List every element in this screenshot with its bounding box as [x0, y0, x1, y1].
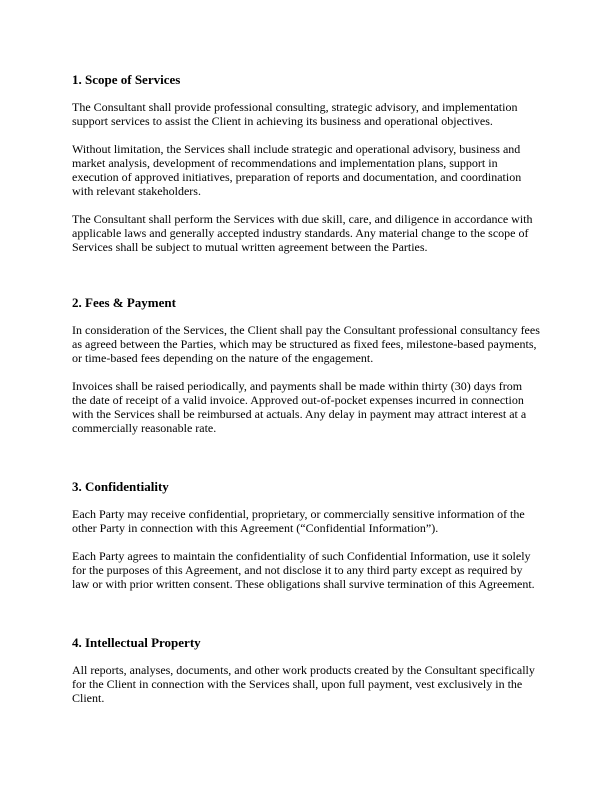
text-line: as agreed between the Parties, which may be structured as fixed fees, milestone-based payments, [72, 337, 537, 351]
paragraph [72, 323, 552, 365]
text-line: Client. [72, 691, 105, 705]
text-line: for the Client in connection with the Services shall, upon full payment, vest exclusively in the [72, 677, 523, 691]
section-scope-of-services [72, 72, 552, 268]
text-line: with the Services shall be reimbursed at actuals. Any delay in payment may attract interest at a [72, 407, 527, 421]
text-line: The Consultant shall provide professional consulting, strategic advisory, and implementation [72, 100, 518, 114]
paragraph [72, 142, 552, 198]
paragraph [72, 212, 552, 254]
text-line: execution of approved initiatives, preparation of reports and documentation, and coordination [72, 170, 522, 184]
text-line: other Party in connection with this Agreement (“Confidential Information”). [72, 521, 439, 535]
text-line: Without limitation, the Services shall include strategic and operational advisory, business and [72, 142, 521, 156]
paragraph [72, 663, 552, 705]
text-line: In consideration of the Services, the Client shall pay the Consultant professional consultancy fees [72, 323, 540, 337]
paragraph [72, 507, 552, 535]
section-confidentiality [72, 479, 552, 605]
text-line: Each Party may receive confidential, proprietary, or commercially sensitive information of the [72, 507, 525, 521]
text-line: The Consultant shall perform the Services with due skill, care, and diligence in accordance with [72, 212, 533, 226]
section-fees-payment [72, 295, 552, 449]
text-line: Each Party agrees to maintain the confidentiality of such Confidential Information, use it solely [72, 549, 531, 563]
section-heading: 3. Confidentiality [72, 479, 169, 494]
text-line: or time-based fees depending on the nature of the engagement. [72, 351, 374, 365]
paragraph [72, 100, 552, 128]
text-line: market analysis, development of recommendations and implementation plans, support in [72, 156, 498, 170]
text-line: with relevant stakeholders. [72, 184, 201, 198]
text-line: for the purposes of this Agreement, and not disclose it to any third party except as required by [72, 563, 523, 577]
section-heading: 4. Intellectual Property [72, 635, 201, 650]
paragraph [72, 549, 552, 591]
text-line: Services shall be subject to mutual written agreement between the Parties. [72, 240, 428, 254]
section-intellectual-property [72, 635, 552, 719]
section-heading: 2. Fees & Payment [72, 295, 176, 310]
text-line: the date of receipt of a valid invoice. Approved out-of-pocket expenses incurred in connection [72, 393, 524, 407]
text-line: All reports, analyses, documents, and other work products created by the Consultant specifically [72, 663, 535, 677]
text-line: Invoices shall be raised periodically, and payments shall be made within thirty (30) days from [72, 379, 523, 393]
text-line: law or with prior written consent. These obligations shall survive termination of this Agreement. [72, 577, 535, 591]
text-line: applicable laws and generally accepted industry standards. Any material change to the scope of [72, 226, 529, 240]
text-line: commercially reasonable rate. [72, 421, 217, 435]
paragraph [72, 379, 552, 435]
text-line: support services to assist the Client in achieving its business and operational objectives. [72, 114, 493, 128]
section-heading: 1. Scope of Services [72, 72, 181, 87]
